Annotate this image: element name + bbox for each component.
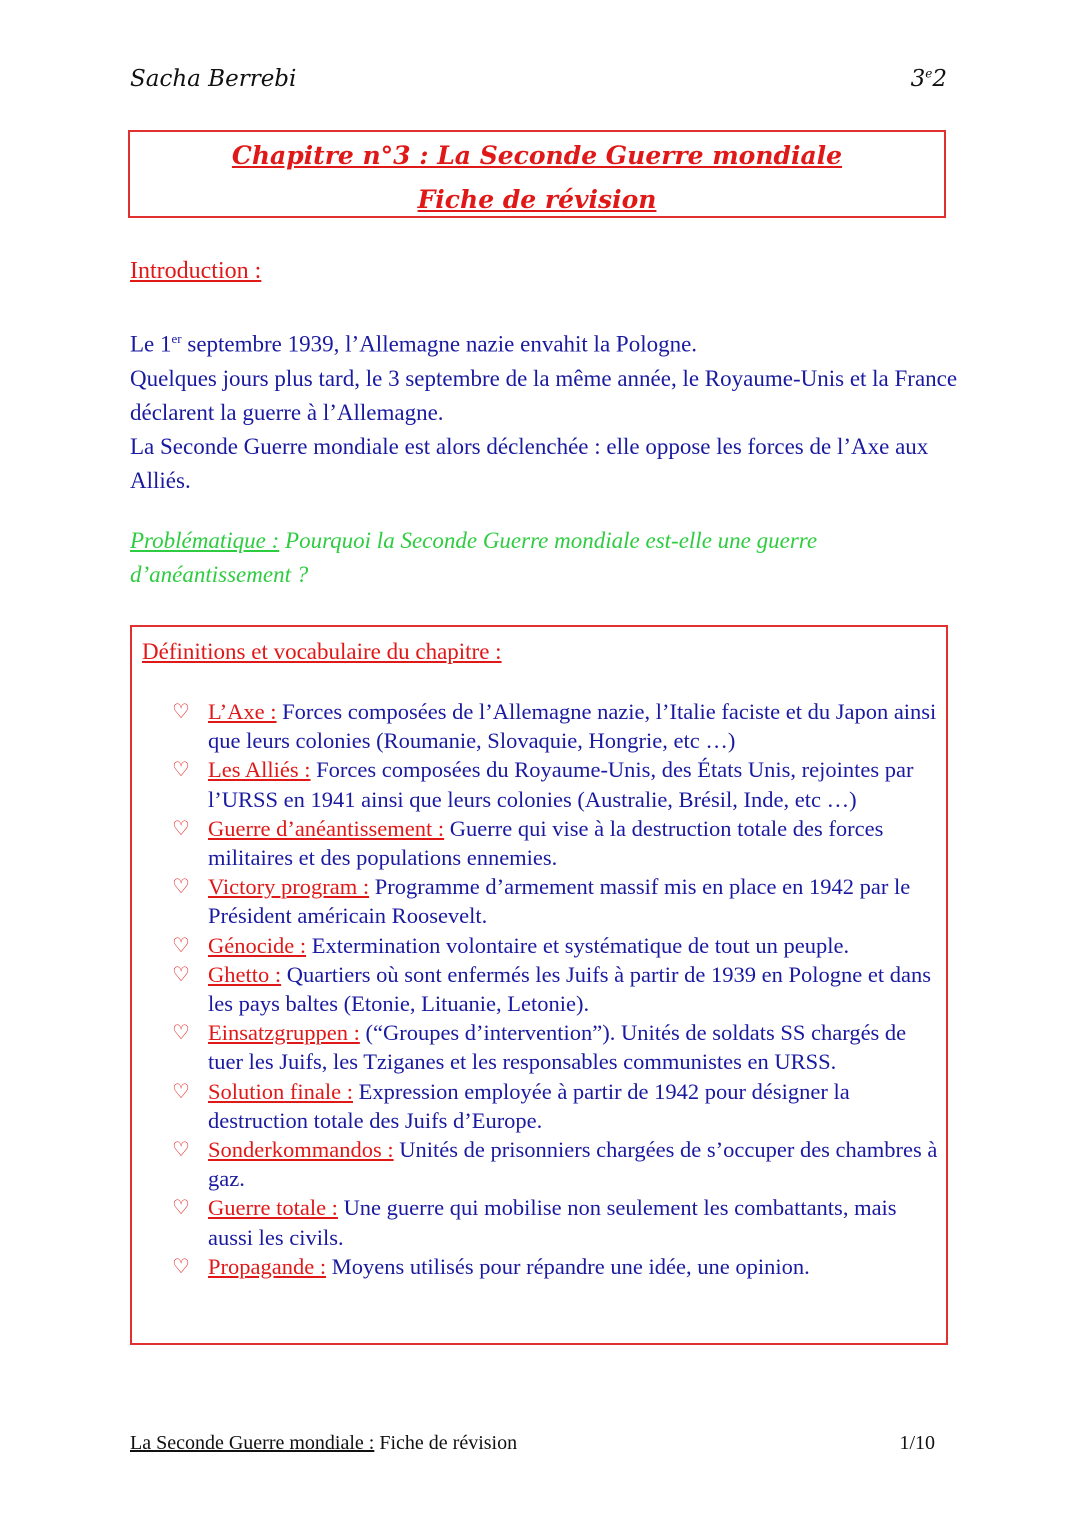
definition-item bbox=[168, 1018, 938, 1076]
introduction-text bbox=[130, 322, 960, 498]
intro-p1-start: Le 1 bbox=[130, 331, 172, 357]
definitions-heading: Définitions et vocabulaire du chapitre : bbox=[142, 639, 502, 664]
definition-text: Guerre qui vise à la destruction totale des forces militaires et des populations ennemies. bbox=[208, 815, 884, 871]
definition-text: Quartiers où sont enfermés les Juifs à partir de 1939 en Pologne et dans les pays baltes (Etonie, Lituanie, Letonie). bbox=[208, 961, 931, 1017]
definition-text: Expression employée à partir de 1942 pour désigner la destruction totale des Juifs d’Europe. bbox=[208, 1078, 850, 1133]
definition-item bbox=[168, 697, 938, 755]
definitions-box bbox=[130, 625, 948, 1345]
chapter-title: Chapitre n°3 : La Seconde Guerre mondiale bbox=[231, 141, 843, 170]
definition-term: Solution finale : bbox=[208, 1078, 353, 1104]
problematique-text: Pourquoi la Seconde Guerre mondiale est-elle une guerre d’anéantissement ? bbox=[130, 528, 818, 587]
definition-text: Moyens utilisés pour répandre une idée, une opinion. bbox=[326, 1253, 810, 1279]
definition-text: (“Groupes d’intervention”). Unités de soldats SS chargés de tuer les Juifs, les Tziganes et les responsables communistes en URSS. bbox=[208, 1020, 907, 1075]
intro-paragraph-2: Quelques jours plus tard, le 3 septembre de la même année, le Royaume-Unis et la France déclarent la guerre à l’Allemagne. bbox=[130, 365, 958, 425]
heart-outline-icon: ♡ bbox=[172, 1078, 190, 1103]
class-label bbox=[911, 66, 947, 92]
definition-term: Les Alliés : bbox=[208, 757, 311, 783]
intro-p1-sup: er bbox=[171, 331, 182, 346]
definition-item bbox=[168, 1077, 938, 1135]
heart-outline-icon: ♡ bbox=[172, 1137, 190, 1162]
definition-term: Guerre totale : bbox=[208, 1195, 338, 1221]
definition-item bbox=[168, 1193, 938, 1251]
heart-outline-icon: ♡ bbox=[172, 874, 190, 899]
definition-term: Einsatzgruppen : bbox=[208, 1020, 360, 1046]
footer-title bbox=[130, 1432, 517, 1455]
definition-term: Génocide : bbox=[208, 932, 307, 958]
definition-term: Ghetto : bbox=[208, 961, 282, 987]
definition-text: Extermination volontaire et systématique de tout un peuple. bbox=[306, 932, 850, 958]
heart-outline-icon: ♡ bbox=[172, 961, 190, 986]
heart-outline-icon: ♡ bbox=[172, 1020, 190, 1045]
heart-outline-icon: ♡ bbox=[172, 757, 190, 782]
introduction-heading: Introduction : bbox=[130, 258, 262, 284]
definition-text: Programme d’armement massif mis en place en 1942 par le Président américain Roosevelt. bbox=[208, 874, 911, 929]
page-number: 1/10 bbox=[899, 1432, 935, 1454]
definition-item bbox=[168, 960, 938, 1018]
definition-item bbox=[168, 931, 938, 960]
heart-outline-icon: ♡ bbox=[172, 1253, 190, 1278]
heart-outline-icon: ♡ bbox=[172, 1195, 190, 1220]
heart-outline-icon: ♡ bbox=[172, 699, 190, 723]
definition-term: Guerre d’anéantissement : bbox=[208, 815, 445, 841]
intro-paragraph-1 bbox=[130, 322, 960, 362]
definition-text: Forces composées du Royaume-Unis, des États Unis, rejointes par l’URSS en 1941 ainsi que leurs colonies (Australie, Brésil, Inde, etc …) bbox=[208, 757, 914, 812]
definition-item bbox=[168, 872, 938, 930]
intro-paragraph-3: La Seconde Guerre mondiale est alors déclenchée : elle oppose les forces de l’Axe aux Alliés. bbox=[130, 433, 929, 493]
footer-title-underlined: La Seconde Guerre mondiale : bbox=[130, 1432, 375, 1454]
title-box bbox=[128, 130, 946, 218]
definition-term: L’Axe : bbox=[208, 699, 277, 724]
definition-term: Victory program : bbox=[208, 874, 370, 900]
definition-term: Propagande : bbox=[208, 1253, 327, 1279]
problematique bbox=[130, 524, 930, 592]
class-number: 2 bbox=[932, 66, 947, 92]
definition-item bbox=[168, 1252, 938, 1281]
heart-outline-icon: ♡ bbox=[172, 815, 190, 840]
heart-outline-icon: ♡ bbox=[172, 932, 190, 957]
class-level-suffix: e bbox=[925, 66, 933, 81]
intro-p1-end: septembre 1939, l’Allemagne nazie envahit la Pologne. bbox=[181, 331, 698, 357]
definition-text: Unités de prisonniers chargées de s’occuper des chambres à gaz. bbox=[208, 1137, 938, 1192]
document-subtitle: Fiche de révision bbox=[417, 185, 657, 214]
definition-text: Une guerre qui mobilise non seulement les combattants, mais aussi les civils. bbox=[208, 1195, 897, 1250]
definition-item bbox=[168, 814, 938, 872]
problematique-label: Problématique : bbox=[130, 528, 280, 553]
definition-item bbox=[168, 755, 938, 813]
definition-term: Sonderkommandos : bbox=[208, 1137, 394, 1163]
definitions-list bbox=[168, 697, 938, 1281]
class-level: 3 bbox=[910, 66, 926, 92]
definition-item bbox=[168, 1135, 938, 1193]
definition-text: Forces composées de l’Allemagne nazie, l’Italie faciste et du Japon ainsi que leurs colonies (Roumanie, Slovaquie, Hongrie, etc …) bbox=[208, 699, 937, 754]
footer-title-rest: Fiche de révision bbox=[374, 1432, 518, 1454]
author-name: Sacha Berrebi bbox=[130, 66, 297, 92]
